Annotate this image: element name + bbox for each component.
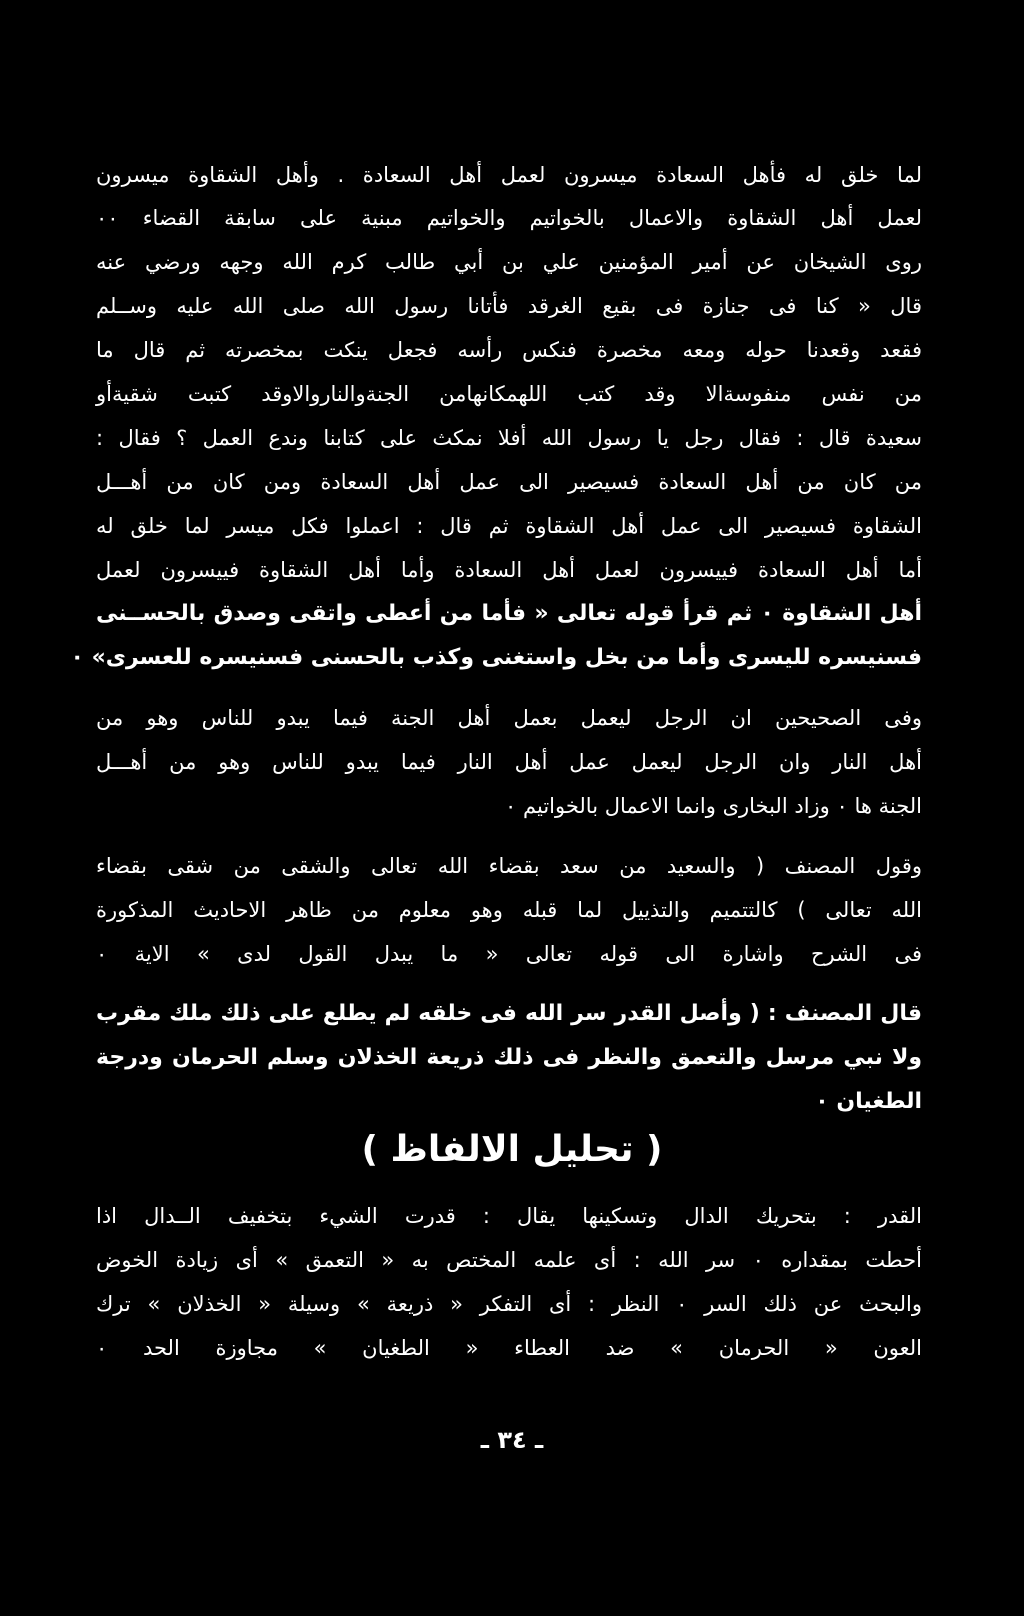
glossary-line: العون « الحرمان » ضد العطاء « الطغيان » مجاوزة الحد ٠ xyxy=(96,1336,922,1360)
text-line: لما خلق له فأهل السعادة ميسرون لعمل أهل السعادة . وأهل الشقاوة ميسرون xyxy=(96,163,922,187)
text-line: أما أهل السعادة فييسرون لعمل أهل السعادة وأما أهل الشقاوة فييسرون لعمل xyxy=(96,558,922,582)
text-line: لعمل أهل الشقاوة والاعمال بالخواتيم والخواتيم مبنية على سابقة القضاء ٠٠ xyxy=(96,206,922,230)
author-quote-line: الطغيان ٠ xyxy=(815,1089,922,1114)
quran-verse-line: فسنيسره لليسرى وأما من بخل واستغنى وكذب بالحسنى فسنيسره للعسرى» ٠ xyxy=(70,645,922,670)
text-line: من نفس منفوسةالا وقد كتب اللهمكانهامن الجنةوالناروالاوقد كتبت شقيةأو xyxy=(96,382,922,406)
text-line: الجنة ها ٠ وزاد البخارى وانما الاعمال بالخواتيم ٠ xyxy=(505,794,922,818)
text-line: روى الشيخان عن أمير المؤمنين علي بن أبي طالب كرم الله وجهه ورضي عنه xyxy=(96,250,922,274)
text-line: الله تعالى ) كالتتميم والتذييل لما قبله وهو معلوم من ظاهر الاحاديث المذكورة xyxy=(96,898,922,922)
author-quote-line: ولا نبي مرسل والتعمق والنظر فى ذلك ذريعة الخذلان وسلم الحرمان ودرجة xyxy=(96,1045,922,1070)
text-line: الشقاوة فسيصير الى عمل أهل الشقاوة ثم قال : اعملوا فكل ميسر لما خلق له xyxy=(96,514,922,538)
text-line: قال « كنا فى جنازة فى بقيع الغرقد فأتانا رسول الله صلى الله عليه وســلم xyxy=(96,294,922,318)
glossary-line: والبحث عن ذلك السر ٠ النظر : أى التفكر « ذريعة » وسيلة « الخذلان » ترك xyxy=(96,1292,922,1316)
text-line: من كان من أهل السعادة فسيصير الى عمل أهل السعادة ومن كان من أهـــل xyxy=(96,470,922,494)
author-quote-line: قال المصنف : ( وأصل القدر سر الله فى خلقه لم يطلع على ذلك ملك مقرب xyxy=(96,1001,922,1026)
page-number: ـ ٣٤ ـ xyxy=(480,1426,544,1454)
section-heading: ( تحليل الالفاظ ) xyxy=(361,1129,663,1170)
glossary-line: القدر : بتحريك الدال وتسكينها يقال : قدرت الشيء بتخفيف الــدال اذا xyxy=(96,1204,922,1228)
text-line: وفى الصحيحين ان الرجل ليعمل بعمل أهل الجنة فيما يبدو للناس وهو من xyxy=(96,706,922,730)
text-line: وقول المصنف ( والسعيد من سعد بقضاء الله تعالى والشقى من شقى بقضاء xyxy=(96,854,922,878)
quran-verse-line: أهل الشقاوة ٠ ثم قرأ قوله تعالى « فأما من أعطى واتقى وصدق بالحســنى xyxy=(96,601,922,626)
text-line: فقعد وقعدنا حوله ومعه مخصرة فنكس رأسه فجعل ينكت بمخصرته ثم قال ما xyxy=(96,338,922,362)
text-line: أهل النار وان الرجل ليعمل عمل أهل النار فيما يبدو للناس وهو من أهـــل xyxy=(96,750,922,774)
glossary-line: أحطت بمقداره ٠ سر الله : أى علمه المختص به « التعمق » أى زيادة الخوض xyxy=(96,1248,923,1272)
text-line: سعيدة قال : فقال رجل يا رسول الله أفلا نمكث على كتابنا وندع العمل ؟ فقال : xyxy=(96,426,922,450)
text-line: فى الشرح واشارة الى قوله تعالى « ما يبدل القول لدى » الاية ٠ xyxy=(96,942,922,966)
